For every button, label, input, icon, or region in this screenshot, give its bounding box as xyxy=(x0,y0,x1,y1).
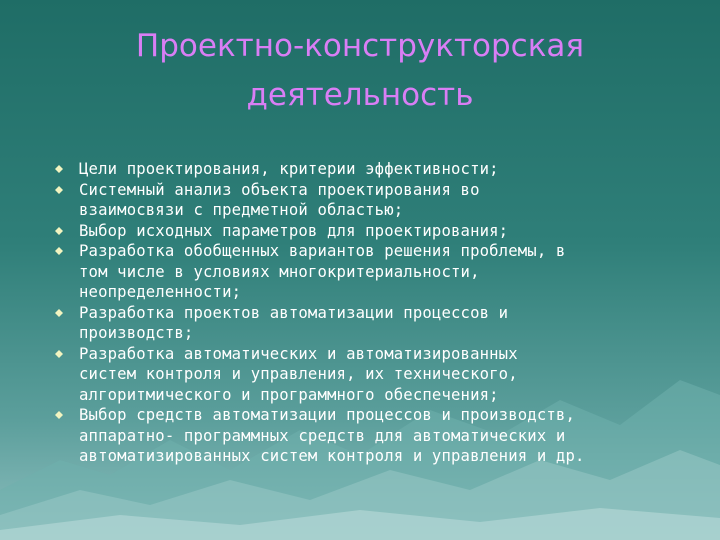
bullet-item xyxy=(50,159,700,180)
diamond-bullet-icon xyxy=(55,186,63,194)
bullet-text-line: Системный анализ объекта проектирования во xyxy=(79,180,480,199)
bullet-text-line: Выбор исходных параметров для проектирования; xyxy=(79,221,509,240)
bullet-item xyxy=(50,221,700,242)
bullet-text-line: систем контроля и управления, их технического, xyxy=(79,365,518,383)
bullet-item xyxy=(50,344,700,406)
bullet-text-line: Цели проектирования, критерии эффективности; xyxy=(79,160,499,178)
bullet-text-line: Разработка проектов автоматизации процессов и xyxy=(79,303,509,322)
diamond-bullet-icon xyxy=(55,411,63,419)
diamond-bullet-icon xyxy=(55,247,63,255)
bullet-item xyxy=(50,303,700,344)
bullet-item xyxy=(50,405,700,467)
diamond-bullet-icon xyxy=(55,350,63,358)
bullet-text-line: производств; xyxy=(79,324,194,342)
bullet-list xyxy=(50,159,700,467)
diamond-bullet-icon xyxy=(55,227,63,235)
bullet-text-line: аппаратно- программных средств для автоматических и xyxy=(79,426,566,445)
bullet-text-line: автоматизированных систем контроля и управления и др. xyxy=(79,447,585,465)
bullet-item xyxy=(50,241,700,303)
bullet-text-line: взаимосвязи с предметной областью; xyxy=(79,201,404,219)
slide-title-line: деятельность xyxy=(246,77,474,113)
bullet-text-line: том числе в условиях многокритериальности, xyxy=(79,262,480,281)
diamond-bullet-icon xyxy=(55,309,63,317)
slide-title-line: Проектно-конструкторская xyxy=(135,28,585,64)
bullet-text-line: Разработка автоматических и автоматизированных xyxy=(79,344,518,363)
slide-title xyxy=(0,22,720,120)
bullet-item xyxy=(50,180,700,221)
bullet-text-line: алгоритмического и программного обеспечения; xyxy=(79,385,499,404)
bullet-text-line: Выбор средств автоматизации процессов и производств, xyxy=(79,406,575,424)
bullet-text-line: Разработка обобщенных вариантов решения проблемы, в xyxy=(79,242,566,260)
bullet-text-line: неопределенности; xyxy=(79,283,242,301)
diamond-bullet-icon xyxy=(55,165,63,173)
